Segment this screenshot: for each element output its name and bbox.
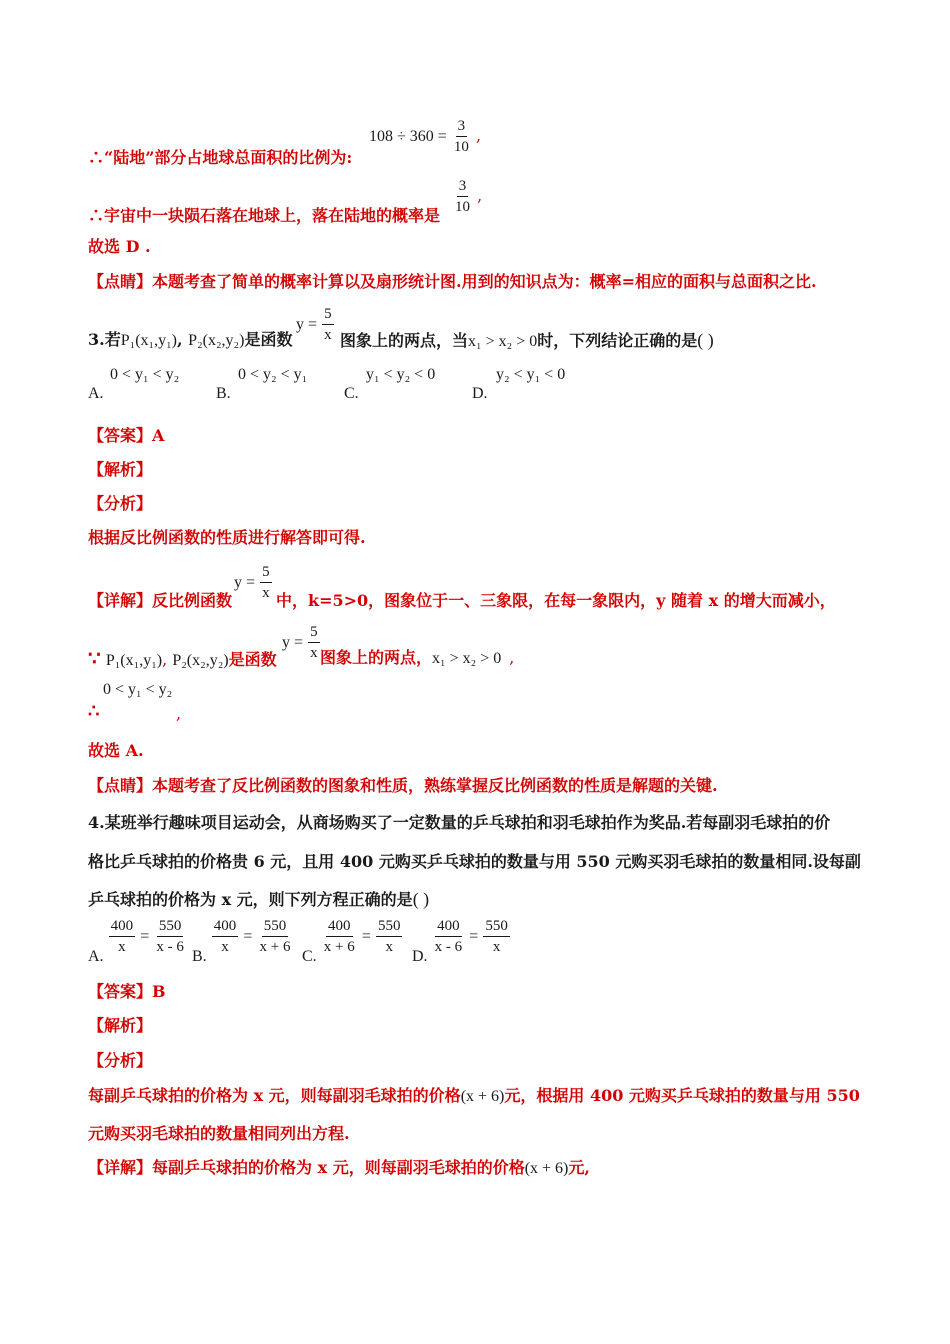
q3-xiangjie-b: 中，k=5>0，图象位于一、三象限，在每一象限内，y 随着 x 的增大而减小， — [276, 591, 836, 610]
q4-stem-line3: 乒乓球拍的价格为 x 元，则下列方程正确的是( ) — [88, 889, 430, 909]
q4-fenxi-line1: 每副乒乓球拍的价格为 x 元，则每副羽毛球拍的价格(x + 6)元，根据用 400 元购买乒乓球拍的数量与用 550 — [88, 1086, 860, 1105]
q4-xiangjie: 【详解】每副乒乓球拍的价格为 x 元，则每副羽毛球拍的价格(x + 6)元, — [88, 1158, 590, 1177]
q3-option-a-letter: A. — [88, 385, 104, 402]
q4-fenxi-line2: 元购买羽毛球拍的数量相同列出方程. — [88, 1124, 350, 1143]
probability-fraction: $\frac{3}{10}$ , — [455, 178, 483, 215]
q3-therefore-expr: 0 < y₁ < y₂ — [103, 681, 173, 698]
q3-therefore-symbol: ∴ — [88, 701, 100, 722]
q2-dianjing: 【点睛】本题考查了简单的概率计算以及扇形统计图.用到的知识点为：概率=相应的面积与总面积之比. — [88, 272, 817, 291]
dianjing-tag: 【点睛】 — [88, 272, 153, 291]
q4-option-a: A. $\frac{400}{x}$ = $\frac{550}{x - 6}$ — [88, 918, 184, 965]
q3-answer: 【答案】A — [88, 426, 165, 445]
q3-option-b-letter: B. — [216, 385, 231, 402]
q3-jiexi-tag: 【解析】 — [88, 460, 153, 479]
q4-answer: 【答案】B — [88, 982, 166, 1001]
q3-therefore-comma: , — [176, 704, 182, 723]
q4-option-d: D. $\frac{400}{x - 6}$ = $\frac{550}{x}$ — [412, 918, 508, 965]
q3-dianjing: 【点睛】本题考查了反比例函数的图象和性质，熟练掌握反比例函数的性质是解题的关键. — [88, 776, 718, 795]
q3-xiangjie-a: 【详解】反比例函数 — [88, 591, 233, 610]
q4-stem-line1: 4.某班举行趣味项目运动会，从商场购买了一定数量的乒乓球拍和羽毛球拍作为奖品.若每副羽毛球拍的价 — [88, 813, 831, 832]
dianjing-tag: 【点睛】 — [88, 776, 153, 795]
q3-option-d-expr: y₂ < y₁ < 0 — [496, 366, 566, 383]
q3-xiangjie-function: y = $\frac{5}{x}$ — [234, 564, 270, 601]
q2-probability-line: ∴宇宙中一块陨石落在地球上，落在陆地的概率是 — [88, 206, 441, 225]
q3-option-a-expr: 0 < y₁ < y₂ — [110, 366, 180, 383]
q3-because-line: ∵ P₁(x₁,y₁), P₂(x₂,y₂)是函数 — [88, 646, 277, 670]
q4-stem-line2: 格比乒乓球拍的价格贵 6 元，且用 400 元购买乒乓球拍的数量与用 550 元购买羽毛球拍的数量相同.设每副 — [88, 852, 861, 871]
q3-function: y = $\frac{5}{x}$ — [296, 306, 332, 343]
q3-option-d-letter: D. — [472, 385, 488, 402]
q2-land-ratio-line: ∴“陆地”部分占地球总面积的比例为: — [88, 148, 353, 167]
q3-stem-rest: 图象上的两点，当x₁ > x₂ > 0时，下列结论正确的是( ) — [340, 330, 714, 350]
q3-option-c-letter: C. — [344, 385, 359, 402]
q3-option-c-expr: y₁ < y₂ < 0 — [366, 366, 436, 383]
q3-fenxi-tag: 【分析】 — [88, 494, 153, 513]
q4-option-b: B. $\frac{400}{x}$ = $\frac{550}{x + 6}$ — [192, 918, 291, 965]
q2-select-line: 故选 D . — [88, 237, 151, 256]
q3-select: 故选 A. — [88, 741, 144, 760]
q3-stem: 3.若P₁(x₁,y₁), P₂(x₂,y₂)是函数 — [88, 330, 293, 349]
q4-option-c: C. $\frac{400}{x + 6}$ = $\frac{550}{x}$ — [302, 918, 401, 965]
q3-fenxi-text: 根据反比例函数的性质进行解答即可得. — [88, 528, 366, 547]
q3-option-b-expr: 0 < y₂ < y₁ — [238, 366, 308, 383]
q3-because-rest: 图象上的两点，x₁ > x₂ > 0 , — [320, 648, 515, 667]
ratio-fraction: $\frac{3}{10}$ — [453, 118, 469, 155]
q4-fenxi-tag: 【分析】 — [88, 1051, 153, 1070]
q4-jiexi-tag: 【解析】 — [88, 1016, 153, 1035]
q3-because-function: y = $\frac{5}{x}$ — [282, 624, 318, 661]
ratio-formula: 108 ÷ 360 = $\frac{3}{10}$ , — [369, 118, 482, 155]
